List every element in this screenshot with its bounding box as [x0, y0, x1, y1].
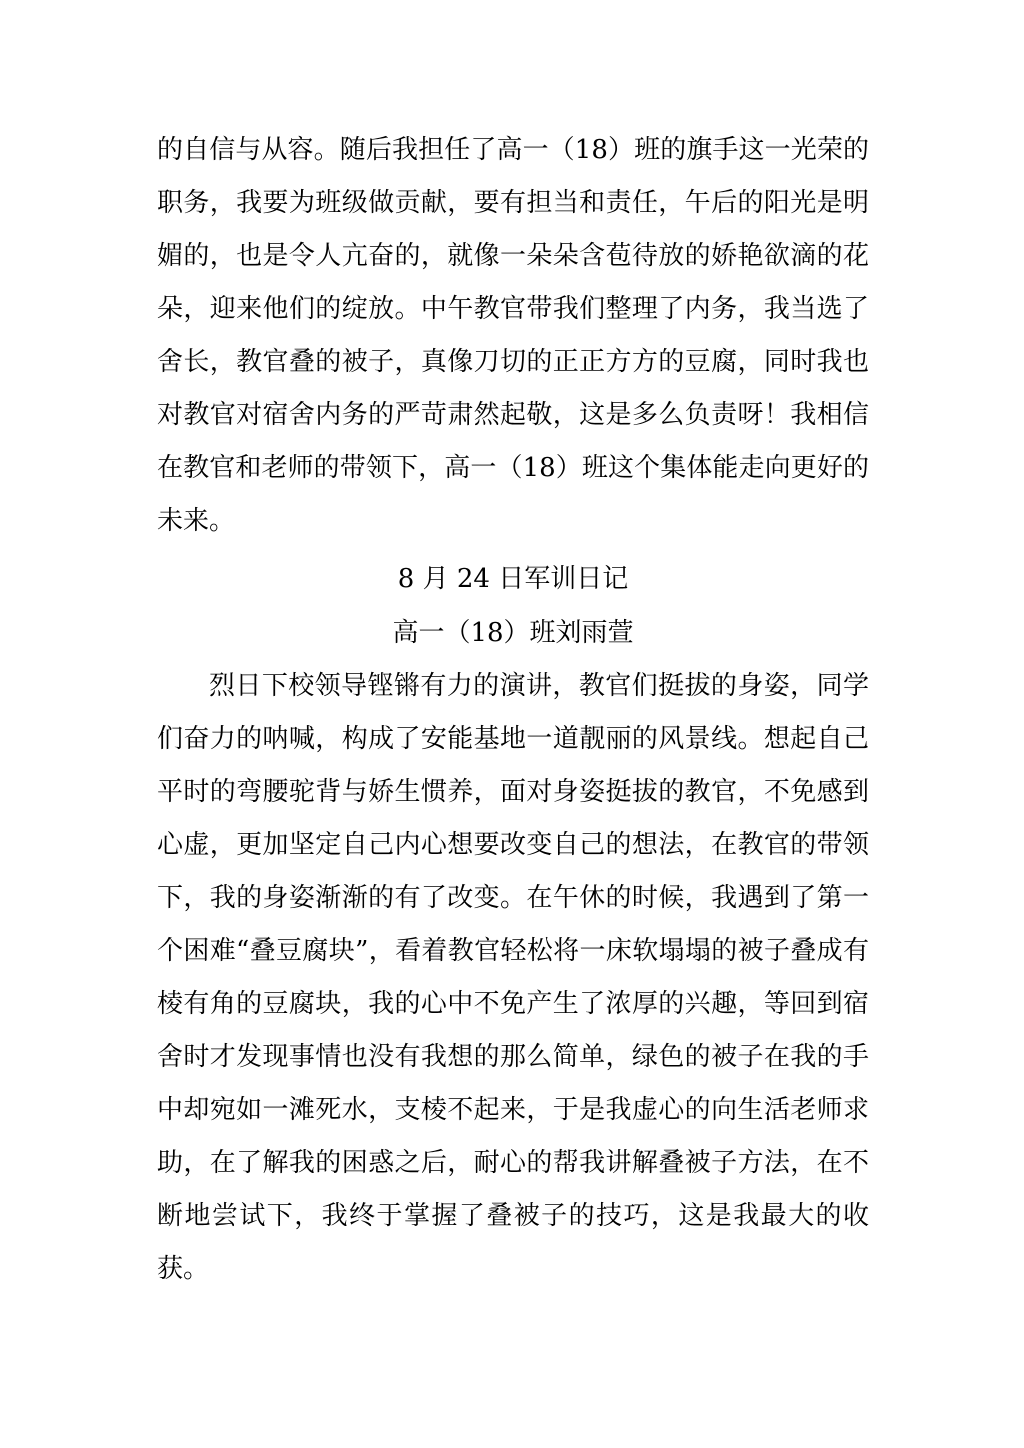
continuation-paragraph: 的自信与从容。随后我担任了高一（18）班的旗手这一光荣的职务，我要为班级做贡献，要有担当和责任，午后的阳光是明媚的，也是令人亢奋的，就像一朵朵含苞待放的娇艳欲滴的花朵，迎来他们的绽放。中午教官带我们整理了内务，我当选了舍长，教官叠的被子，真像刀切的正正方方的豆腐，同时我也对教官对宿舍内务的严苛肃然起敬，这是多么负责呀！我相信在教官和老师的带领下，高一（18）班这个集体能走向更好的未来。 [157, 135, 869, 536]
diary-entry-paragraph: 烈日下校领导铿锵有力的演讲，教官们挺拔的身姿，同学们奋力的呐喊，构成了安能基地一道靓丽的风景线。想起自己平时的弯腰驼背与娇生惯养，面对身姿挺拔的教官，不免感到心虚，更加坚定自己内心想要改变自己的想法，在教官的带领下，我的身姿渐渐的有了改变。在午休的时候，我遇到了第一个困难“叠豆腐块”，看着教官轻松将一床软塌塌的被子叠成有棱有角的豆腐块，我的心中不免产生了浓厚的兴趣，等回到宿舍时才发现事情也没有我想的那么简单，绿色的被子在我的手中却宛如一滩死水，支棱不起来，于是我虚心的向生活老师求助，在了解我的困惑之后，耐心的帮我讲解叠被子方法，在不断地尝试下，我终于掌握了叠被子的技巧，这是我最大的收获。 [157, 671, 869, 1284]
diary-entry-title: 8 月 24 日军训日记 [397, 564, 629, 594]
continuation-paragraph-block [157, 124, 869, 548]
diary-entry-body [157, 660, 869, 1296]
diary-entry-author: 高一（18）班刘雨萱 [392, 618, 634, 648]
